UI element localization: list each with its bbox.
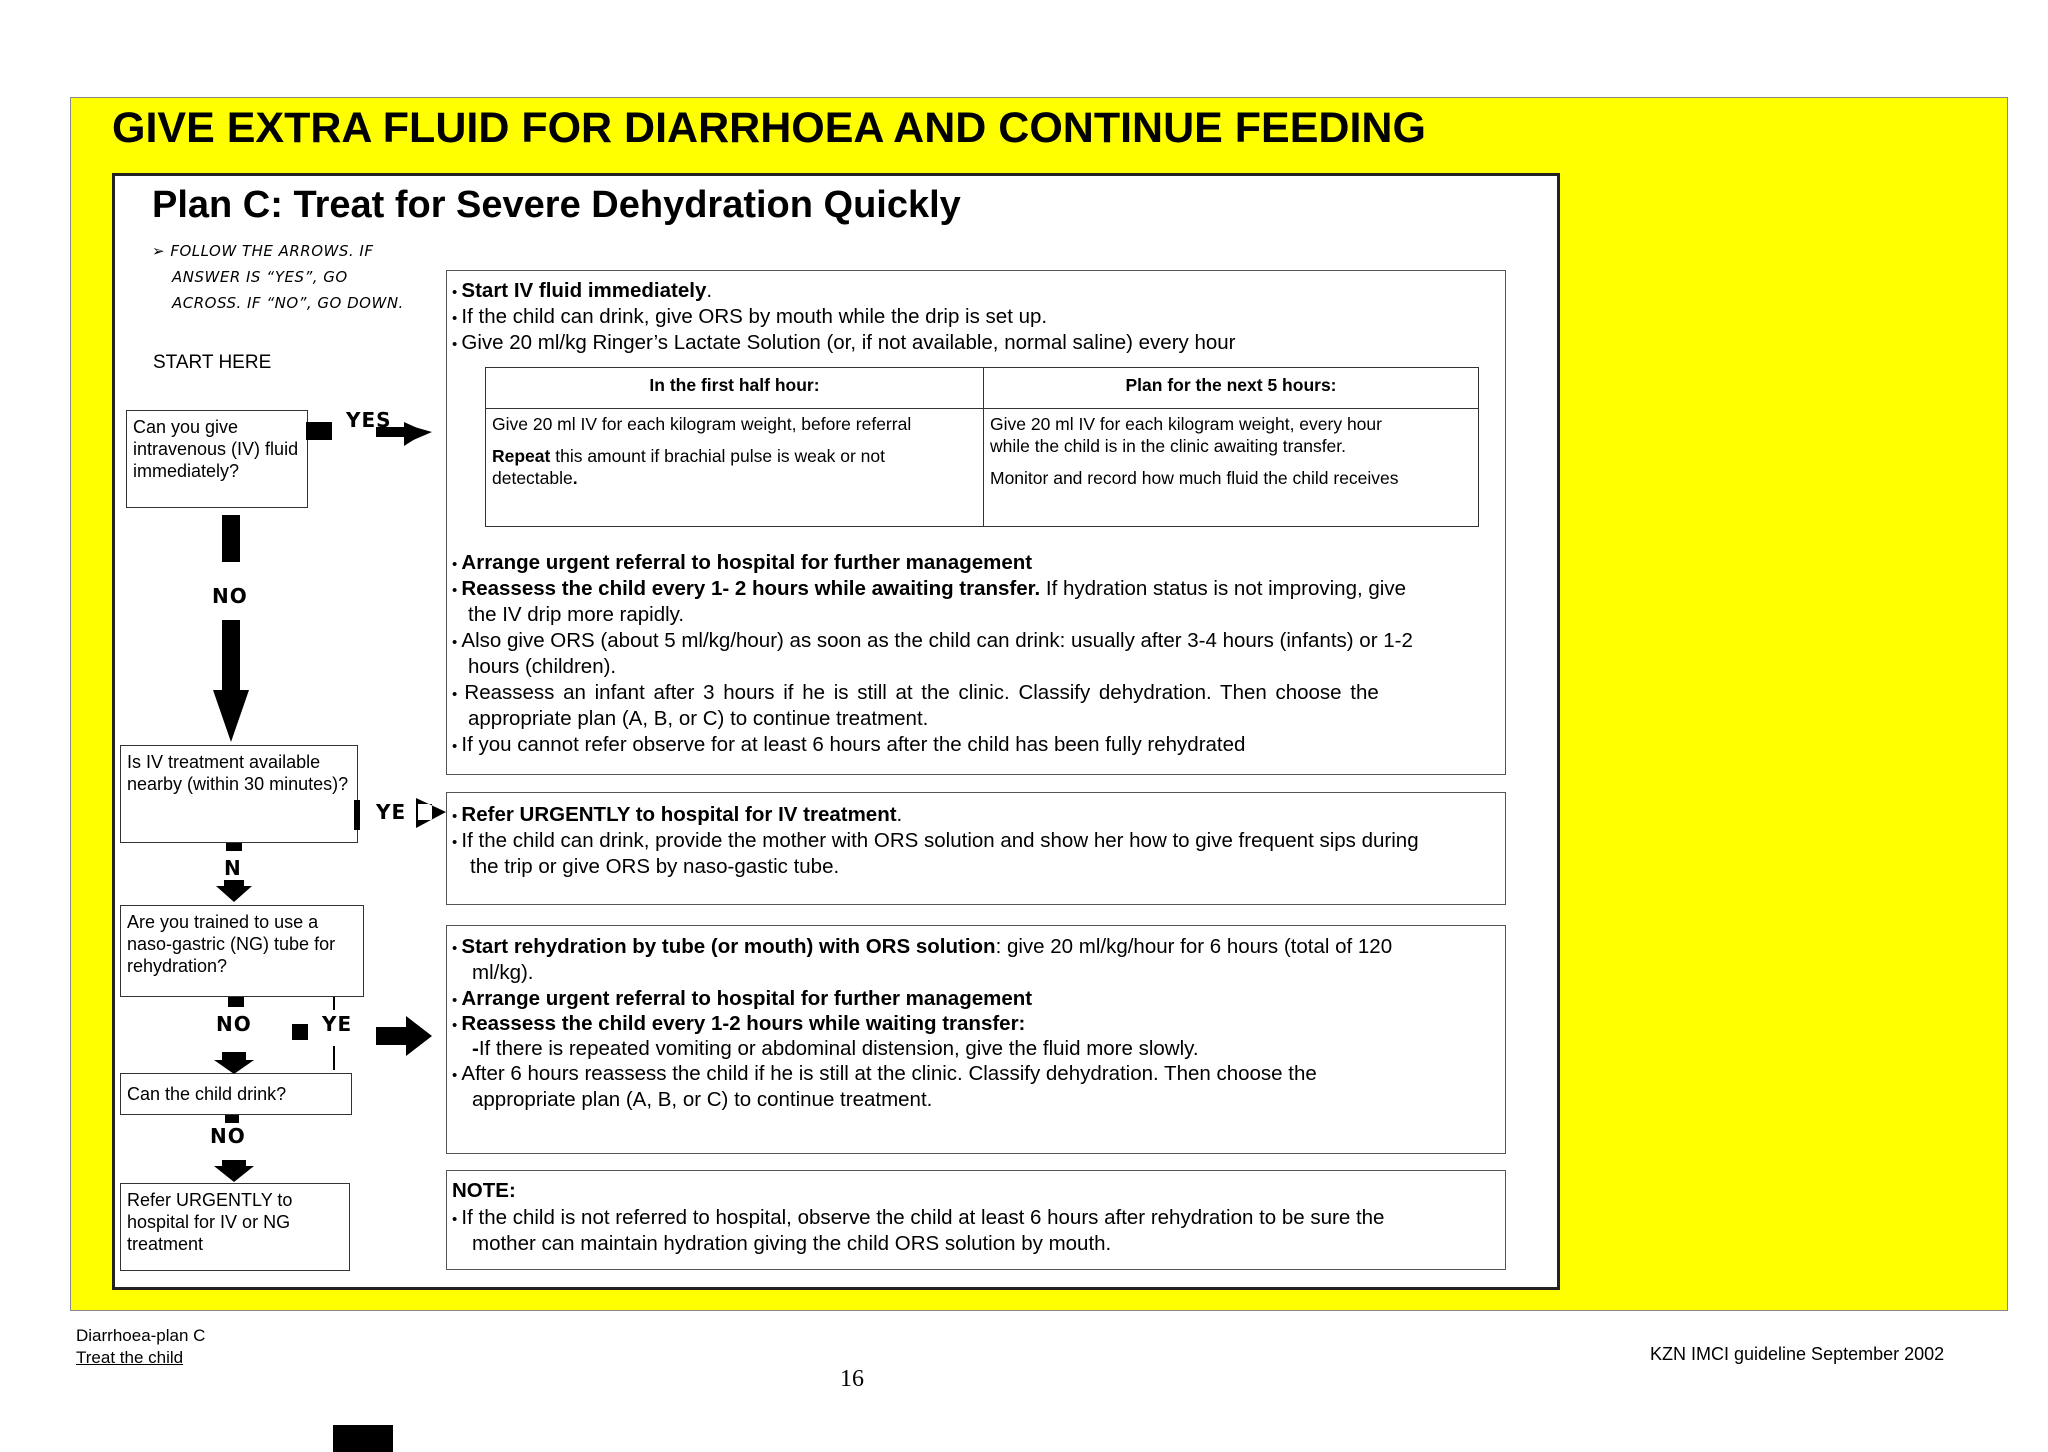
box2-line-1: • Refer URGENTLY to hospital for IV treatment. bbox=[452, 803, 903, 826]
table-cell-next-5-hours: Give 20 ml IV for each kilogram weight, every hour while the child is in the clinic awaiting transfer. Monitor and record how much fluid the child receives bbox=[984, 409, 1479, 527]
box3-line-3: • Reassess the child every 1-2 hours while waiting transfer: bbox=[452, 1012, 1026, 1035]
instruction-line-3: ACROSS. IF “NO”, GO DOWN. bbox=[172, 294, 404, 312]
no-label-3: NO bbox=[216, 1012, 252, 1036]
ye-bar-2 bbox=[354, 800, 360, 830]
no-arrow-3 bbox=[214, 1052, 254, 1074]
n-label-2: N bbox=[224, 856, 242, 880]
note-line-1: • If the child is not referred to hospital, observe the child at least 6 hours after rehydration to be sure the bbox=[452, 1206, 1385, 1229]
ye-arrow-2 bbox=[416, 798, 446, 828]
box3-line-4: -If there is repeated vomiting or abdominal distension, give the fluid more slowly. bbox=[472, 1037, 1199, 1060]
box1-bullet-5: • If you cannot refer observe for at least 6 hours after the child has been fully rehydrated bbox=[452, 733, 1246, 756]
fluid-table bbox=[485, 367, 1479, 527]
box1-line-1: • Start IV fluid immediately. bbox=[452, 279, 713, 302]
question-can-drink: Can the child drink? bbox=[120, 1073, 352, 1115]
box1-bullet-3: • Also give ORS (about 5 ml/kg/hour) as soon as the child can drink: usually after 3-4 hours (infants) or 1-2 bbox=[452, 629, 1413, 652]
question-ng-trained: Are you trained to use a naso-gastric (NG) tube for rehydration? bbox=[120, 905, 364, 997]
no-bar-3 bbox=[228, 997, 244, 1007]
box3-line-1-cont: ml/kg). bbox=[472, 961, 534, 984]
n-arrow-2 bbox=[216, 880, 252, 902]
page-title: GIVE EXTRA FLUID FOR DIARRHOEA AND CONTINUE FEEDING bbox=[112, 104, 1426, 152]
no-label-4: NO bbox=[210, 1124, 246, 1148]
instruction-line-1: ➢ FOLLOW THE ARROWS. IF bbox=[152, 242, 374, 260]
page-number: 16 bbox=[840, 1366, 864, 1392]
box1-bullet-3-cont: hours (children). bbox=[468, 655, 617, 678]
box3-line-5: • After 6 hours reassess the child if he is still at the clinic. Classify dehydration. Then choose the bbox=[452, 1062, 1317, 1085]
box1-bullet-1: • Arrange urgent referral to hospital for further management bbox=[452, 551, 1033, 574]
plan-title: Plan C: Treat for Severe Dehydration Quickly bbox=[152, 184, 961, 226]
footer-link-treat-the-child[interactable]: Treat the child bbox=[76, 1348, 184, 1367]
instruction-line-2: ANSWER IS “YES”, GO bbox=[172, 268, 348, 286]
refer-urgently-box: Refer URGENTLY to hospital for IV or NG treatment bbox=[120, 1183, 350, 1271]
no-arrow-1 bbox=[213, 690, 249, 742]
note-title: NOTE: bbox=[452, 1179, 516, 1202]
box3-line-5-cont: appropriate plan (A, B, or C) to continue treatment. bbox=[472, 1088, 933, 1111]
n-bar-2 bbox=[226, 843, 242, 851]
box2-line-2-cont: the trip or give ORS by naso-gastic tube. bbox=[470, 855, 840, 878]
no-label-1: NO bbox=[212, 584, 248, 608]
table-header-next-5-hours: Plan for the next 5 hours: bbox=[984, 368, 1479, 409]
no-bar-1 bbox=[222, 515, 240, 562]
no-shaft-1 bbox=[222, 620, 240, 698]
note-line-1-cont: mother can maintain hydration giving the child ORS solution by mouth. bbox=[472, 1232, 1112, 1255]
table-cell-first-half-hour: Give 20 ml IV for each kilogram weight, before referral Repeat this amount if brachial pulse is weak or not detectable. bbox=[486, 409, 984, 527]
box2-line-2: • If the child can drink, provide the mother with ORS solution and show her how to give frequent sips during bbox=[452, 829, 1419, 852]
ye-bar-3 bbox=[292, 1024, 308, 1040]
box1-bullet-2-cont: the IV drip more rapidly. bbox=[468, 603, 685, 626]
yes-label-1: YES bbox=[346, 408, 392, 432]
ye-arrow-3 bbox=[376, 1016, 432, 1056]
black-block bbox=[333, 1425, 393, 1452]
start-here-label: START HERE bbox=[153, 352, 272, 373]
box1-bullet-4: • Reassess an infant after 3 hours if he is still at the clinic. Classify dehydration. Then choose the bbox=[452, 681, 1379, 704]
box3-line-2: • Arrange urgent referral to hospital for further management bbox=[452, 987, 1033, 1010]
box1-bullet-4-cont: appropriate plan (A, B, or C) to continue treatment. bbox=[468, 707, 929, 730]
footer-section: Diarrhoea-plan C bbox=[76, 1326, 206, 1345]
box1-line-2: • If the child can drink, give ORS by mouth while the drip is set up. bbox=[452, 305, 1048, 328]
box3-line-1: • Start rehydration by tube (or mouth) with ORS solution: give 20 ml/kg/hour for 6 hours (total of 120 bbox=[452, 935, 1393, 958]
ye-label-3: YE bbox=[322, 1012, 353, 1036]
table-header-first-half-hour: In the first half hour: bbox=[486, 368, 984, 409]
no-arrow-4 bbox=[214, 1160, 254, 1182]
ye-label-2: YE bbox=[376, 800, 407, 824]
box1-line-3: • Give 20 ml/kg Ringer’s Lactate Solution (or, if not available, normal saline) every hour bbox=[452, 331, 1236, 354]
box1-bullet-2: • Reassess the child every 1- 2 hours while awaiting transfer. If hydration status is not improving, give bbox=[452, 577, 1406, 600]
question-iv-immediately: Can you give intravenous (IV) fluid immediately? bbox=[126, 410, 308, 508]
no-bar-4 bbox=[225, 1115, 239, 1123]
question-iv-nearby: Is IV treatment available nearby (within 30 minutes)? bbox=[120, 745, 358, 843]
yes-bar-1 bbox=[306, 422, 332, 440]
footer-guideline: KZN IMCI guideline September 2002 bbox=[1650, 1344, 1945, 1364]
